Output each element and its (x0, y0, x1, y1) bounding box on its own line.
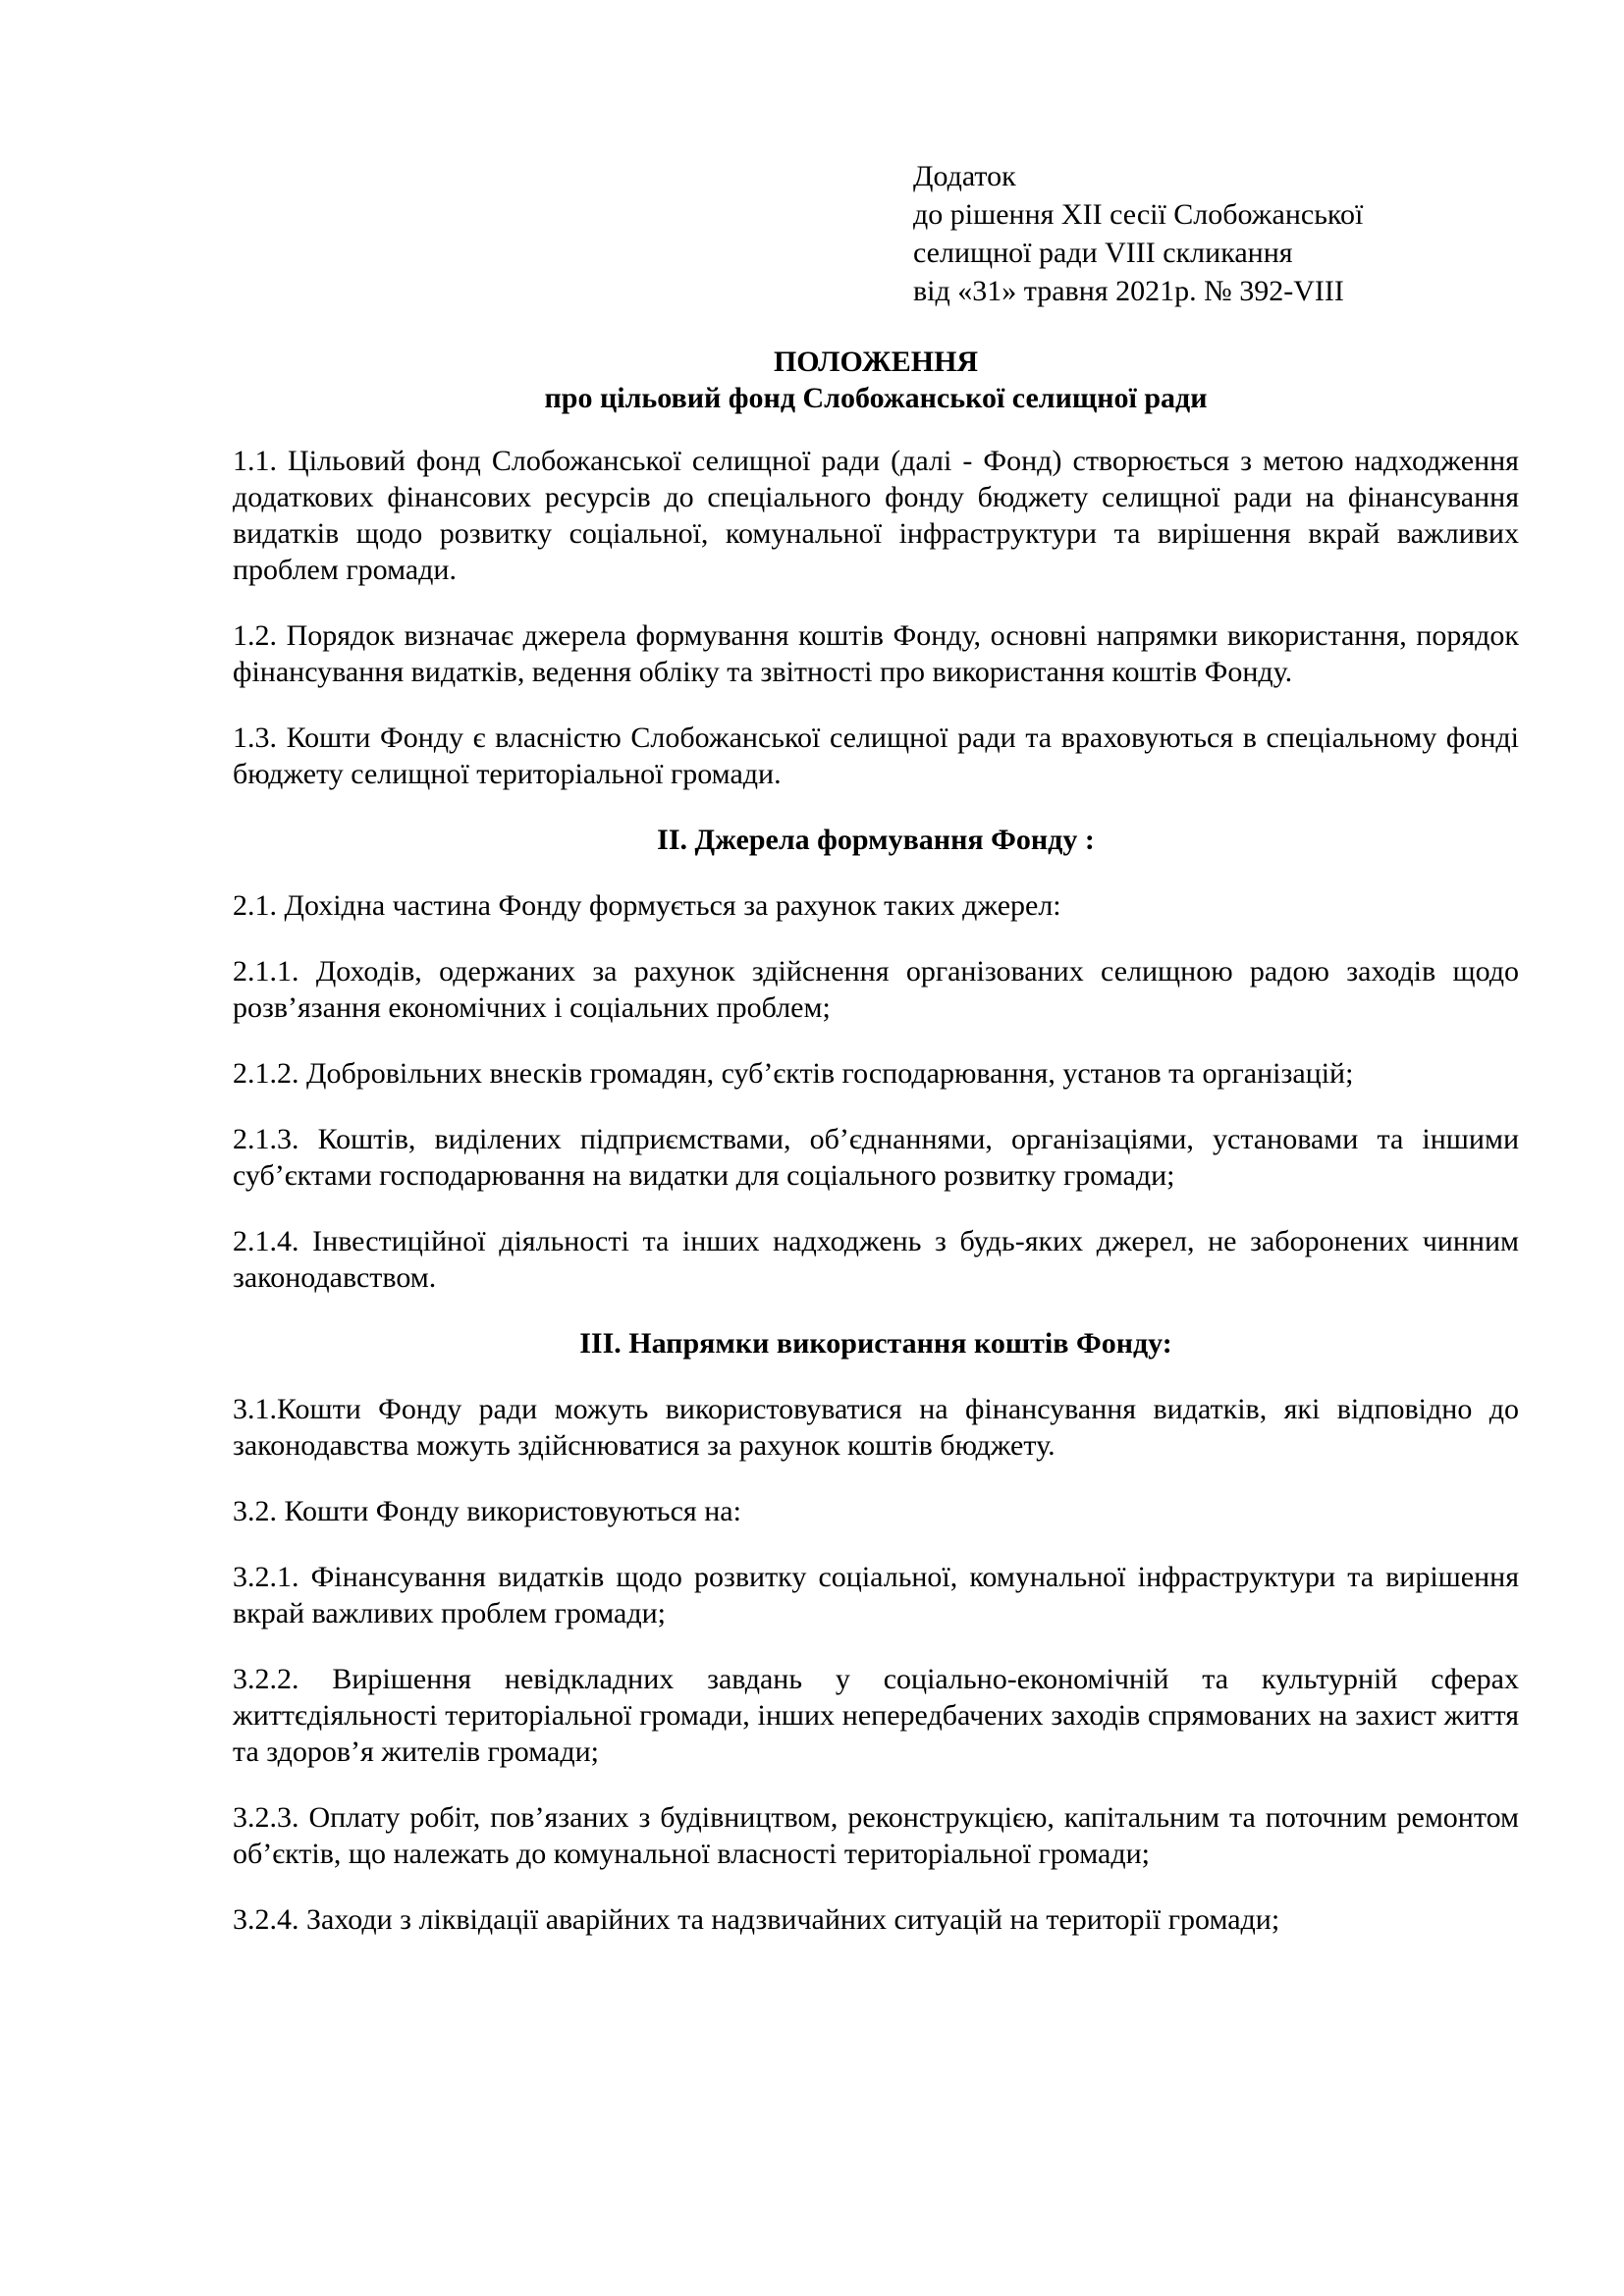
paragraph-2-1-2: 2.1.2. Добровільних внесків громадян, суб’єктів господарювання, установ та організацій; (233, 1057, 1354, 1090)
document-title: ПОЛОЖЕННЯ (773, 346, 979, 378)
paragraph-3-2-2: 3.2.2. Вирішення невідкладних завдань у соціально-економічній та культурній сферах життєдіяльності територіальної громади, інших непередбачених заходів спрямованих на захист життя та здоров’я жителів громади; (233, 1663, 1519, 1768)
paragraph-2-1: 2.1. Дохідна частина Фонду формується за рахунок таких джерел: (233, 889, 1061, 922)
paragraph-1-3: 1.3. Кошти Фонду є власністю Слобожанської селищної ради та враховуються в спеціальному фонді бюджету селищної територіальної громади. (233, 721, 1519, 790)
section-3-heading: ІІІ. Напрямки використання коштів Фонду: (579, 1327, 1172, 1360)
annex-line: Додаток (913, 160, 1016, 192)
document-body (233, 344, 1519, 1967)
annex-line: до рішення XII сесії Слобожанської (913, 198, 1364, 231)
paragraph-2-1-1: 2.1.1. Доходів, одержаних за рахунок здійснення організованих селищною радою заходів щодо розв’язання економічних і соціальних проблем; (233, 955, 1519, 1024)
section-2-heading: ІІ. Джерела формування Фонду : (657, 824, 1095, 856)
paragraph-3-2-3: 3.2.3. Оплату робіт, пов’язаних з будівництвом, реконструкцією, капітальним та поточним ремонтом об’єктів, що належать до комунальної власності територіальної громади; (233, 1801, 1519, 1870)
paragraph-3-1: 3.1.Кошти Фонду ради можуть використовуватися на фінансування видатків, які відповідно до законодавства можуть здійснюватися за рахунок коштів бюджету. (233, 1393, 1519, 1462)
paragraph-3-2: 3.2. Кошти Фонду використовуються на: (233, 1495, 741, 1527)
annex-line: від «31» травня 2021р. № 392-VIII (913, 275, 1344, 307)
document-subtitle: про цільовий фонд Слобожанської селищної ради (544, 382, 1208, 414)
paragraph-2-1-3: 2.1.3. Коштів, виділених підприємствами, об’єднаннями, організаціями, установами та іншими суб’єктами господарювання на видатки для соціального розвитку громади; (233, 1123, 1519, 1192)
paragraph-1-1: 1.1. Цільовий фонд Слобожанської селищної ради (далі - Фонд) створюється з метою надходження додаткових фінансових ресурсів до спеціального фонду бюджету селищної ради на фінансування видатків щодо розвитку соціальної, комунальної інфраструктури та вирішення вкрай важливих проблем громади. (233, 445, 1519, 586)
paragraph-3-2-4: 3.2.4. Заходи з ліквідації аварійних та надзвичайних ситуацій на території громади; (233, 1903, 1280, 1936)
annex-header (913, 157, 1542, 310)
paragraph-1-2: 1.2. Порядок визначає джерела формування коштів Фонду, основні напрямки використання, порядок фінансування видатків, ведення обліку та звітності про використання коштів Фонду. (233, 619, 1519, 688)
paragraph-2-1-4: 2.1.4. Інвестиційної діяльності та інших надходжень з будь-яких джерел, не заборонених чинним законодавством. (233, 1225, 1519, 1294)
annex-line: селищної ради VIII скликання (913, 237, 1293, 269)
paragraph-3-2-1: 3.2.1. Фінансування видатків щодо розвитку соціальної, комунальної інфраструктури та вирішення вкрай важливих проблем громади; (233, 1561, 1519, 1629)
